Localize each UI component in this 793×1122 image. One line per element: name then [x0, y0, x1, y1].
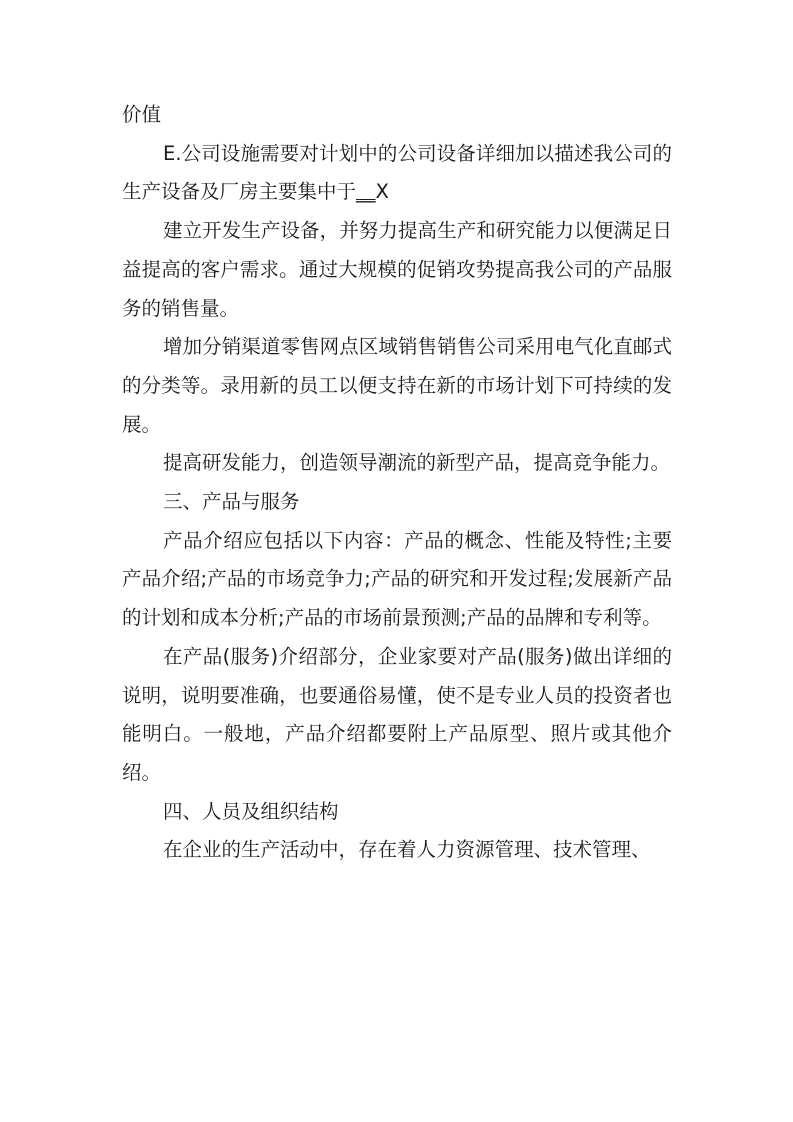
section-heading-products: 三、产品与服务	[163, 490, 300, 514]
section-heading-personnel: 四、人员及组织结构	[163, 799, 339, 823]
document-body	[122, 96, 672, 870]
facilities-text: E.公司设施需要对计划中的公司设备详细加以描述我公司的生产设备及厂房主要集中于	[122, 141, 672, 204]
paragraph-research: 提高研发能力，创造领导潮流的新型产品，提高竞争能力。	[163, 451, 671, 475]
paragraph-facilities	[122, 135, 672, 212]
facilities-location: X	[375, 180, 389, 204]
paragraph-product-intro: 产品介绍应包括以下内容：产品的概念、性能及特性;主要产品介绍;产品的市场竞争力;产品的研究和开发过程;发展新产品的计划和成本分析;产品的市场前景预测;产品的品牌和专利等。	[122, 528, 672, 630]
paragraph-distribution: 增加分销渠道零售网点区域销售销售公司采用电气化直邮式的分类等。录用新的员工以便支持在新的市场计划下可持续的发展。	[122, 335, 672, 436]
fill-in-blank: __	[356, 180, 376, 204]
paragraph-continuation: 价值	[122, 103, 162, 126]
paragraph-product-detail: 在产品(服务)介绍部分，企业家要对产品(服务)做出详细的说明，说明要准确，也要通俗易懂，使不是专业人员的投资者也能明白。一般地，产品介绍都要附上产品原型、照片或其他介绍。	[122, 644, 672, 784]
paragraph-management: 在企业的生产活动中，存在着人力资源管理、技术管理、	[163, 838, 651, 862]
paragraph-production: 建立开发生产设备，并努力提高生产和研究能力以便满足日益提高的客户需求。通过大规模的促销攻势提高我公司的产品服务的销售量。	[122, 219, 672, 320]
